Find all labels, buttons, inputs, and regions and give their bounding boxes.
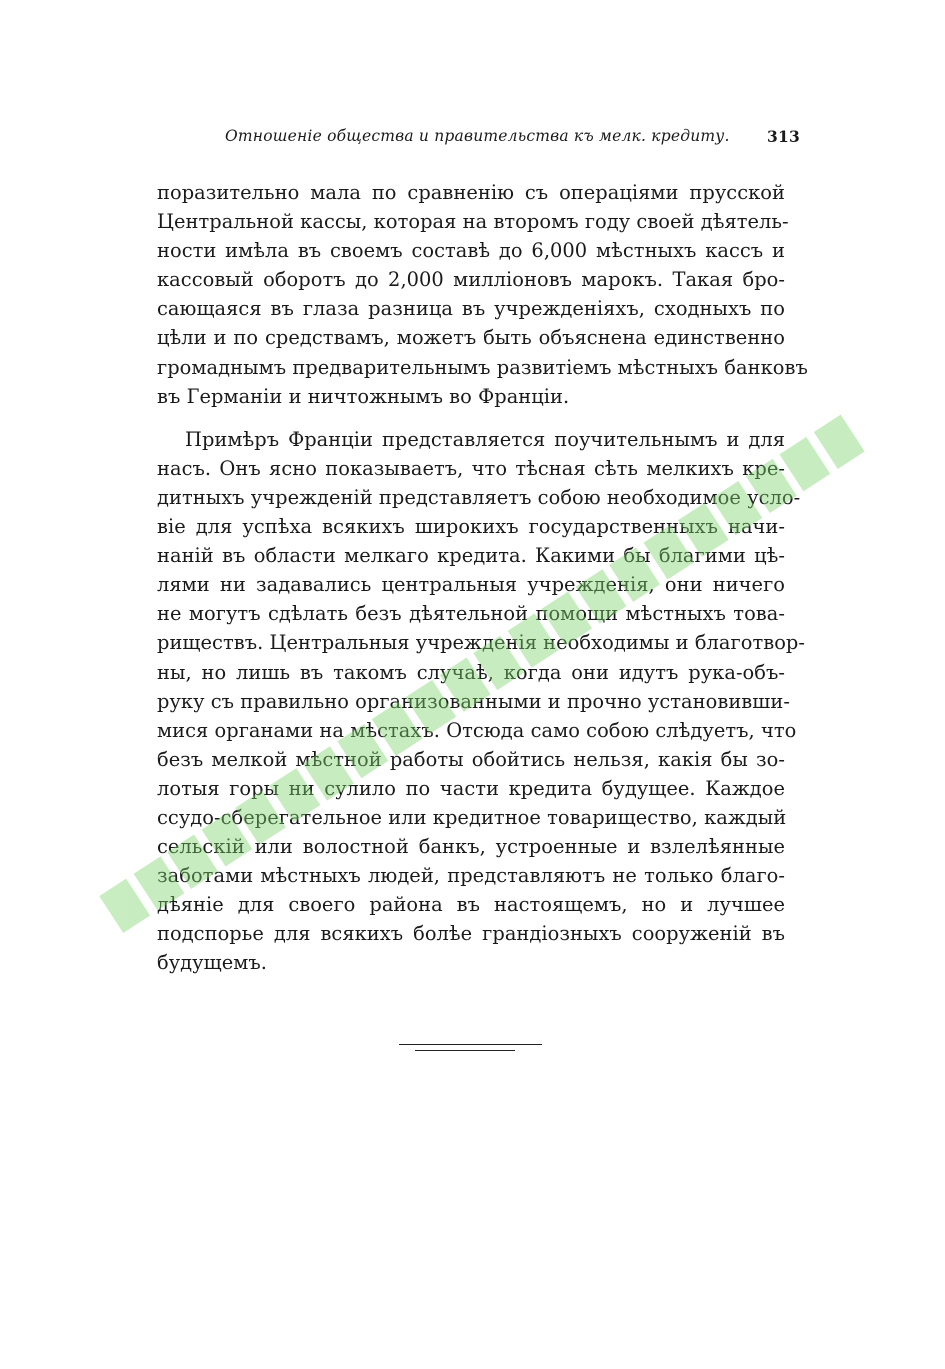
text-line: подспорье для всякихъ болѣе грандіозныхъ сооруженій въ (157, 922, 785, 946)
text-line: ны, но лишь въ такомъ случаѣ, когда они идутъ рука-объ- (157, 660, 785, 684)
text-line: дѣяніе для своего района въ настоящемъ, но и лучшее (157, 893, 785, 917)
text-line: ссудо-сберегательное или кредитное товарищество, каждый (157, 805, 787, 829)
text-line: безъ мелкой мѣстной работы обойтись нельзя, какія бы зо- (157, 747, 785, 771)
text-line: сающаяся въ глаза разница въ учрежденіяхъ, сходныхъ по (157, 297, 785, 321)
text-line: Центральной кассы, которая на второмъ году своей дѣятель- (157, 210, 789, 234)
text-line: кассовый оборотъ до 2,000 милліоновъ марокъ. Такая бро- (157, 268, 785, 292)
text-line: цѣли и по средствамъ, можетъ быть объяснена единственно (157, 326, 785, 350)
text-line: Примѣръ Франціи представляется поучительнымъ и для (185, 427, 785, 451)
text-line: дитныхъ учрежденій представляетъ собою необходимое усло- (157, 485, 801, 509)
text-line: наній въ области мелкаго кредита. Какими бы благими цѣ- (157, 544, 785, 568)
text-line: мися органами на мѣстахъ. Отсюда само собою слѣдуетъ, что (157, 718, 797, 742)
text-line: поразительно мала по сравненію съ операціями прусской (157, 181, 785, 204)
end-rule (399, 1044, 542, 1045)
text-line: руку съ правильно организованными и прочно установивши- (157, 689, 790, 713)
text-line: лотыя горы ни сулило по части кредита будущее. Каждое (157, 776, 785, 800)
text-line: въ Германіи и ничтожнымъ во Франціи. (157, 384, 570, 408)
text-line: будущемъ. (157, 951, 267, 975)
text-line: ности имѣла въ своемъ составѣ до 6,000 мѣстныхъ кассъ и (157, 239, 785, 263)
text-line: лями ни задавались центральныя учрежденія, они ничего (157, 573, 785, 597)
body-text (157, 178, 808, 978)
text-line: сельскій или волостной банкъ, устроенные и взлелѣянные (157, 835, 785, 859)
text-line: риществъ. Центральныя учрежденія необходимы и благотвор- (157, 631, 805, 655)
text-line: віе для успѣха всякихъ широкихъ государственныхъ начи- (157, 515, 785, 539)
text-line: заботами мѣстныхъ людей, представляютъ не только благо- (157, 864, 785, 888)
text-line: громаднымъ предварительнымъ развитіемъ мѣстныхъ банковъ (157, 355, 808, 379)
running-head (225, 127, 800, 151)
running-head-title: Отношеніе общества и правительства къ мелк. кредиту. (225, 127, 730, 145)
text-line: не могутъ сдѣлать безъ дѣятельной помощи мѣстныхъ това- (157, 602, 785, 626)
page-number: 313 (767, 127, 800, 146)
end-rule-short (415, 1050, 515, 1051)
text-line: насъ. Онъ ясно показываетъ, что тѣсная сѣть мелкихъ кре- (157, 456, 785, 480)
